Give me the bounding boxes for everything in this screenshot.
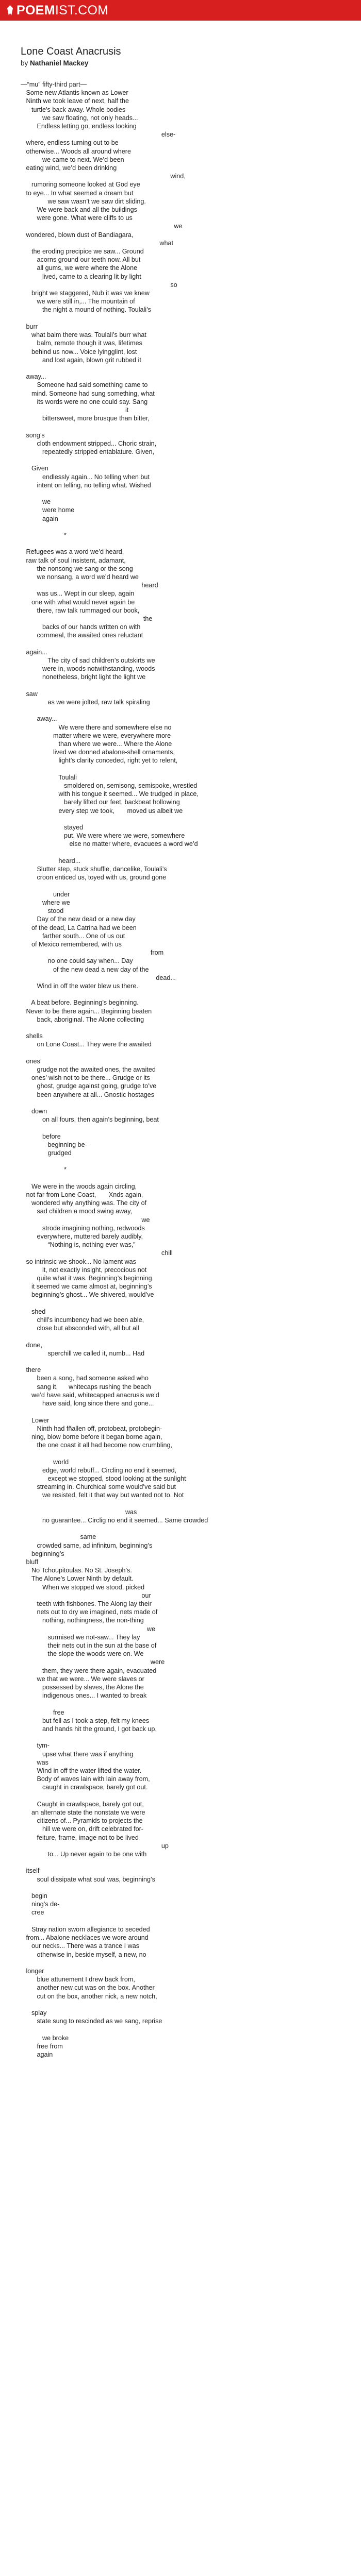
poem-line: repeatedly stripped entablature. Given, [21,448,155,455]
poem-line: than where we were... Where the Alone [21,740,172,748]
poem-line: longer [21,1967,44,1975]
poem-line [21,706,340,715]
poem-line: Slutter step, stuck shuffle, dancelike, Toulali’s [21,866,167,873]
poem-line: one with what would never again be [21,598,135,606]
poem-line [21,2001,340,2009]
poem-line: we nonsang, a word we’d heard we [21,573,139,581]
poem-line: grudged [21,1149,72,1157]
poem-line: light’s clarity conceded, right yet to relent, [21,757,178,765]
poem-line [21,1099,340,1107]
poem-line: tym- [21,1742,50,1750]
poem-line: were home [21,506,75,514]
poem-line: its words were no one could say. Sang [21,398,148,405]
poem-line: of the new dead a new day of the [21,965,149,973]
poem-line: We were in the woods again circling, [21,1182,137,1190]
poem-line: Given [21,465,48,472]
poem-line: we resisted, felt it that way but wanted not to. Not [21,1492,184,1499]
poem-line: the night a mound of nothing. Toulali’s [21,306,151,314]
poem-line: were [21,1658,165,1666]
poem-line: splay [21,2009,47,2016]
poem-line: Stray nation sworn allegiance to seceded [21,1925,150,1933]
poem-line: caught in crawlspace, barely got out. [21,1784,148,1791]
poem-line: turtle’s back away. Whole bodies [21,106,126,113]
poem-line [21,815,340,823]
poem-line [21,1024,340,1032]
poem-line [21,1174,340,1182]
poem-line: of the dead, La Catrina had we been [21,924,137,931]
poem-line: ones’ [21,1057,42,1065]
poem-line: ning’s de- [21,1901,60,1908]
poem-line: where we [21,899,70,906]
poem-line [21,1500,340,1508]
poem-line [21,1299,340,1308]
poem-line: with his tongue it seemed... We trudged in place, [21,790,199,798]
poem-line: raw talk of soul insistent, adamant, [21,556,126,564]
poem-line: our necks... There was a trance I was [21,1942,140,1950]
poem-line: was [21,1758,48,1766]
poem-line: it, not exactly insight, precocious not [21,1266,147,1274]
poem-line: teeth with fishbones. The Along lay their [21,1600,152,1607]
poem-line: Refugees was a word we’d heard, [21,548,124,556]
poem-line [21,682,340,690]
poem-line [21,2025,340,2033]
poem-line: down [21,1107,47,1115]
poem-line: stood [21,907,64,915]
poem-line: we [21,223,183,230]
poem-line: again [21,515,58,522]
poem-line: lived we donned abalone-shell ornaments, [21,749,175,756]
poem-line: every step we took, moved us albeit we [21,807,183,815]
poem-line: of Mexico remembered, with us [21,940,122,948]
poem-line: Caught in crawlspace, barely got out, [21,1800,144,1808]
feather-quill-icon [7,5,13,15]
poem-line [21,1332,340,1341]
poem-line: * [21,531,67,539]
poem-line: was [21,1508,137,1516]
poem-line: matter where we were, everywhere more [21,732,171,739]
poem-line: stayed [21,824,84,832]
poem-line: everywhere, muttered barely audibly, [21,1233,143,1241]
poem-line: bright we staggered, Nub it was we knew [21,290,150,297]
poem-line: there [21,1366,41,1374]
poem-line [21,1049,340,1057]
poem-line: surmised we not-saw... They lay [21,1633,140,1641]
poem-line: we [21,1625,156,1633]
poem-line: otherwise in, beside myself, a new, no [21,1951,146,1958]
site-logo-thin: IST.COM [55,3,109,18]
poem-line: another new cut was on the box. Another [21,1984,155,1992]
poem-line: free from [21,2042,63,2050]
poem-line: dead... [21,974,176,981]
poem-line: indigenous ones... I wanted to break [21,1692,147,1700]
poem-line: same [21,1533,96,1541]
poem-line: Never to be there again... Beginning beaten [21,1007,152,1015]
poem-line: saw [21,690,38,698]
poem-line: hill we were on, drift celebrated for- [21,1825,143,1833]
poem-line: them, they were there again, evacuated [21,1667,157,1674]
poem-line: crowded same, ad infinitum, beginning’s [21,1541,153,1549]
poem-line: Ninth had fñallen off, protobeat, protobegin- [21,1425,162,1432]
poem-line: shells [21,1032,43,1040]
poem-line: cornmeal, the awaited ones reluctant [21,632,143,639]
poem-line: where, endless turning out to be [21,139,119,147]
poem-line: away... [21,715,57,723]
poem-line [21,1700,340,1708]
poem-line: what [21,239,174,247]
poem-line: were in, woods notwithstanding, woods [21,665,155,673]
poem-line: we [21,498,51,506]
poem-line: song’s [21,431,45,439]
poem-line: from... Abalone necklaces we wore around [21,1934,149,1942]
poem-line: ning, blow borne before it began borne again, [21,1433,162,1440]
poem-line [21,1157,340,1165]
poem-line: our [21,1591,151,1599]
poem-line: strode imagining nothing, redwoods [21,1224,145,1232]
poem-line: from [21,949,164,957]
poem-line: ones’ wish not to be there... Grudge or its [21,1074,150,1082]
site-logo-text [17,4,108,17]
poem-line [21,990,340,998]
poem-line: Endless letting go, endless looking [21,123,137,130]
poem-line: Wind in off the water lifted the water. [21,1767,142,1775]
poem-line: croon enticed us, toyed with us, ground gone [21,874,167,882]
poem-line: we’d have said, whitecapped anacrusis we’d [21,1391,159,1399]
poem-line: itself [21,1867,40,1875]
poem-line [21,1917,340,1925]
poem-line: it seemed we came almost at, beginning’s [21,1283,152,1291]
poem-line: begin [21,1892,47,1900]
poem-line: —“mu” fifty-third part— [21,81,87,88]
poem-line [21,1884,340,1892]
poem-line: soul dissipate what soul was, beginning’s [21,1875,155,1883]
poem-line [21,314,340,323]
poem-line: we broke [21,2034,69,2042]
poem-line [21,1959,340,1967]
poem-line: citizens of... Pyramids to projects the [21,1817,143,1825]
poem-line: The city of sad children’s outskirts we [21,657,155,665]
poem-line: upse what there was if anything [21,1750,134,1758]
poem-line: no one could say when... Day [21,957,133,965]
poem-line: When we stopped we stood, picked [21,1583,145,1591]
poem-line: nothing, nothingness, the non-thing [21,1617,144,1624]
poem-line: Ninth we took leave of next, half the [21,97,129,105]
poem-line: but fell as I took a step, felt my knees [21,1717,150,1724]
poem-line [21,364,340,372]
poem-line: bluff [21,1558,39,1566]
poem-line: shed [21,1308,46,1315]
poem-line: we that we were... We were slaves or [21,1675,144,1683]
poem-line: under [21,890,70,898]
poem-line: nets out to dry we imagined, nets made of [21,1608,158,1616]
poem-line: intent on telling, no telling what. Wished [21,481,151,489]
poem-body [21,80,340,2059]
site-logo[interactable] [7,4,108,17]
poem-line [21,1792,340,1800]
poem-line: back, aboriginal. The Alone collecting [21,1015,144,1023]
poem-line: done, [21,1341,43,1349]
poem-line: heard [21,582,158,589]
poem-line: was us... Wept in our sleep, again [21,590,135,598]
poem-line: ghost, grudge against going, grudge to’ve [21,1082,157,1090]
poem-line [21,1733,340,1741]
poem-line: bittersweet, more brusque than bitter, [21,415,150,422]
poem-line: Wind in off the water blew us there. [21,982,138,990]
poem-line: we saw floating, not only heads... [21,114,138,122]
author-link[interactable]: Nathaniel Mackey [30,59,89,67]
poem-line: * [21,1166,67,1174]
poem-line: wondered why anything was. The city of [21,1199,147,1207]
poem-line: sad children a mood swing away, [21,1208,133,1215]
poem-line: were gone. What were cliffs to us [21,214,133,222]
poem-line: cut on the box, another nick, a new notch, [21,1992,157,2000]
poem-line: again... [21,648,47,656]
poem-line: feiture, frame, image not to be lived [21,1834,139,1841]
site-logo-bold: POEM [17,3,55,18]
poem-line: to eye... In what seemed a dream but [21,189,134,197]
poem-line: what balm there was. Toulali’s burr what [21,331,146,339]
poem-line: there, raw talk rummaged our book, [21,606,140,614]
poem-line: cloth endowment stripped... Choric strain, [21,439,157,447]
poem-line: before [21,1132,61,1140]
poem-line: rumoring someone looked at God eye [21,181,140,189]
poem-line: mind. Someone had sung something, what [21,389,155,397]
poem-line: not far from Lone Coast, Xnds again, [21,1191,143,1199]
poem-line: we [21,1216,150,1224]
poem-line: and hands hit the ground, I got back up, [21,1725,157,1733]
poem-line: behind us now... Voice lyingglint, lost [21,348,137,355]
poem-line: Lower [21,1416,50,1424]
poem-line: farther south... One of us out [21,932,125,940]
poem-line: Someone had said something came to [21,381,148,389]
poem-byline [21,59,340,68]
poem-line: eating wind, we’d been drinking [21,164,117,172]
poem-line: endlessly again... No telling when but [21,473,150,481]
poem-title: Lone Coast Anacrusis [21,46,121,57]
poem-line: put. We were where we were, somewhere [21,832,185,840]
poem-line: quite what it was. Beginning’s beginning [21,1275,152,1282]
poem-line [21,523,340,531]
poem-line: nonetheless, bright light the light we [21,673,146,681]
poem-line [21,539,340,548]
poem-line: the [21,615,153,622]
poem-line: backs of our hands written on with [21,623,141,631]
poem-line: world [21,1458,69,1466]
poem-line: so [21,281,177,289]
poem-line: been a song, had someone asked who [21,1375,149,1382]
poem-line: cree [21,1909,44,1917]
poem-line: again [21,2050,53,2058]
poem-line: the slope the woods were on. We [21,1650,144,1658]
poem-line: Body of waves lain with lain away from, [21,1775,150,1783]
poem-line: close but absconded with, all but all [21,1325,139,1332]
poem-line: blue attunement I drew back from, [21,1976,135,1984]
poem-line: No Tchoupitoulas. No St. Joseph’s. [21,1567,132,1574]
poem-line: we came to next. We’d been [21,156,124,163]
poem-line: smoldered on, semisong, semispoke, wrestled [21,782,198,790]
byline-prefix: by [21,59,28,67]
poem-line: have said, long since there and gone... [21,1400,154,1408]
poem-line [21,765,340,773]
poem-line [21,489,340,498]
poem-line: to... Up never again to be one with [21,1851,147,1858]
poem-line: heard... [21,857,81,865]
poem-line: so intrinsic we shook... No lament was [21,1258,136,1265]
poem-line [21,1524,340,1533]
poem-line: possessed by slaves, the Alone the [21,1684,144,1691]
poem-line: all gums, we were where the Alone [21,264,138,272]
poem-line: We were there and somewhere else no [21,723,172,731]
poem-line: on Lone Coast... They were the awaited [21,1041,152,1048]
poem-line: on all fours, then again’s beginning, beat [21,1116,159,1124]
poem-line: as we were jolted, raw talk spiraling [21,699,150,706]
poem-line [21,422,340,431]
poem-line: Some new Atlantis known as Lower [21,89,128,97]
poem-line [21,640,340,648]
poem-line: else- [21,131,176,139]
poem-line [21,849,340,857]
poem-line: lived, came to a clearing lit by light [21,273,141,280]
poem-line: wind, [21,173,186,180]
poem-line [21,1858,340,1867]
poem-line: A beat before. Beginning’s beginning. [21,999,139,1007]
poem-line [21,1358,340,1366]
poem-line: free [21,1708,64,1716]
poem-line: sperchill we called it, numb... Had [21,1349,145,1357]
poem-line: and lost again, blown grit rubbed it [21,356,141,364]
poem-line: beginning’s ghost... We shivered, would’ve [21,1291,154,1299]
poem-line [21,1449,340,1458]
poem-line: except we stopped, stood looking at the sunlight [21,1475,186,1482]
poem-line: streaming in. Churchical some would’ve said but [21,1483,176,1491]
poem-line: the nonsong we sang or the song [21,565,133,572]
poem-line: chill’s incumbency had we been able, [21,1316,144,1324]
poem-line: “Nothing is, nothing ever was,” [21,1241,136,1249]
poem-line [21,882,340,890]
poem-content [21,45,340,2059]
poem-line: The Alone’s Lower Ninth by default. [21,1575,134,1583]
poem-line: it [21,406,129,414]
poem-line: balm, remote though it was, lifetimes [21,340,142,347]
poem-line: sang it, whitecaps rushing the beach [21,1383,151,1391]
poem-line: up [21,1842,169,1850]
poem-line: Toulali [21,773,77,781]
poem-line: acorns ground our teeth now. All but [21,256,141,264]
poem-line: no guarantee... Circlig no end it seemed... Same crowded [21,1516,208,1524]
poem-line: chill [21,1249,173,1257]
poem-line: away... [21,373,46,381]
poem-line: state sung to rescinded as we sang, reprise [21,2018,162,2025]
site-header [0,0,361,21]
poem-line: otherwise... Woods all around where [21,147,131,155]
poem-line: we saw wasn’t we saw dirt sliding. [21,197,146,205]
poem-line: an alternate state the nonstate we were [21,1809,145,1817]
poem-line [21,456,340,464]
poem-line: the one coast it all had become now crumbling, [21,1442,173,1449]
poem-line: else no matter where, evacuees a word we’d [21,840,198,848]
poem-line: the eroding precipice we saw... Ground [21,248,144,256]
poem-line: been anywhere at all... Gnostic hostages [21,1091,155,1098]
poem-line: We were back and all the buildings [21,206,137,214]
poem-line: barely lifted our feet, backbeat hollowing [21,799,180,806]
poem-line [21,1124,340,1132]
poem-line: Day of the new dead or a new day [21,916,136,923]
poem-line: beginning be- [21,1141,87,1148]
poem-line: burr [21,323,38,330]
poem-line: edge, world rebuff... Circling no end it seemed, [21,1466,177,1474]
poem-line [21,1408,340,1416]
poem-line: their nets out in the sun at the base of [21,1641,157,1649]
poem-line: grudge not the awaited ones, the awaited [21,1065,156,1073]
poem-line: wondered, blown dust of Bandiagara, [21,231,134,239]
poem-line: beginning’s [21,1550,64,1557]
poem-line: we were still in,... The mountain of [21,298,135,306]
